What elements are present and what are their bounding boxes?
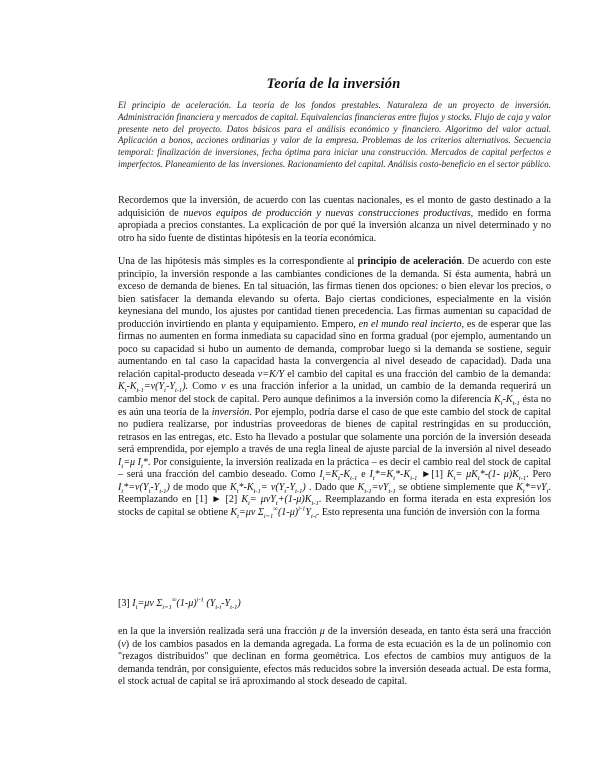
document-title: Teoría de la inversión [266, 76, 401, 92]
conclusion-paragraph: en la que la inversión realizada será una fracción μ de la inversión deseada, en tanto ésta será una fracción (v) de los cambios pasados en la demanda agregada. La forma de esta ecuación es la de un polinomio con "rezagos distribuidos" que declinan en forma geométrica. Los efectos de cambios muy antiguos de la demanda tendrán, por consiguiente, efectos más reducidos sobre la inversión deseada actual. De esta forma, el stock actual de capital se irá aproximando al stock deseado de capital. [118, 626, 551, 688]
investment-function-equation: [3] $I_t=\mu v$ $\Sigma_{i=1}^\infty(1-\mu)^{i-1}$ $(Y_{t-i}-Y_{t-1})$ [118, 596, 241, 612]
abstract-paragraph: El principio de aceleración. La teoría de los fondos prestables. Naturaleza de un proyecto de inversión. Administración financiera y mercados de capital. Equivalencias financieras entre flujos y stocks. Flujo de caja y valor presente neto del proyecto. Datos básicos para el análisis económico y financiero. Algoritmo del valor actual. Aplicación a bonos, acciones ordinarias y valor de la empresa. Problemas de los criterios alternativos. Secuencia temporal: finalización de inversiones, fecha óptima para iniciar una construcción. Mercados de capital perfectos e imperfectos. Planeamiento de las inversiones. Racionamiento del capital. Análisis costo-beneficio en el sector público. [118, 100, 551, 169]
accelerator-principle-term: principio de aceleración [357, 256, 462, 267]
intro-paragraph: Recordemos que la inversión, de acuerdo con las cuentas nacionales, es el monto de gasto destinado a la adquisición de nuevos equipos de producción y nuevas construcciones productivas, medido en forma apropiada a precios constantes. La explicación de por qué la inversión alcanza un nivel determinado y no otro ha sido fuente de distintas hipótesis en la teoría económica. [118, 195, 551, 244]
accelerator-paragraph: Una de las hipótesis más simples es la correspondiente al principio de aceleración. De acuerdo con este principio, la inversión responde a las cambiantes condiciones de la demanda. Si ésta aumenta, habrá un exceso de demanda de bienes. En tal situación, las firmas tienen dos opciones: o bien elevar los precios, o bien satisfacer la demanda elevando su oferta. Bajo ciertas condiciones, especialmente en la visión keynesiana del mundo, los ajustes por cantidad tienen precedencia. Las firmas aumentan su capacidad de producción invirtiendo en planta y equipamiento. Empero, en el mundo real incierto, es de esperar que las firmas no aumenten en forma inmediata su capacidad sino en forma gradual (por ejemplo, aumentando un poco su capacidad si hubo un aumento de demanda, comprobar luego si la demanda se sostiene, seguir aumentando en tal caso la capacidad hasta la convergencia al nivel deseado de capacidad). Dada una relación capital-producto deseada v=K/Y el cambio del capital es una fracción del cambio de la demanda: $K_t-K_{t-1}=v(Y_t-Y_{t-1})$. Como v es una fracción inferior a la unidad, un cambio de la demanda requerirá un cambio menor del stock de capital. Pero aunque definimos a la inversión como la diferencia $K_t-K_{t-1}$ ésta no es aún una teoría de la inversión. Por ejemplo, podría darse el caso de que este cambio del stock de capital no pudiera realizarse, por industrias proveedoras de bienes de capital restringidas en su producción, retrasos en las entregas, etc. Esto ha llevado a postular que solamente una porción de la inversión deseada será emprendida, por ejemplo a través de una regla lineal de ajuste parcial de la inversión al nivel deseado $I_t=\mu$ $I_t*$. Por consiguiente, la inversión realizada en la práctica – es decir el cambio real del stock de capital – será una fracción del cambio deseado. Como $I_t=K_t-K_{t-1}$ e $I_t*=K_t*-K_{t-1}$ ►[1] $K_t= \mu K_t*-(1-$ $\mu)K_{t-1}$. Pero $I_t*=v(Y_t-Y_{t-1})$ de modo que $K_t*-K_{t-1}= v(Y_t-Y_{t-1})$ . Dado que $K_{t-1}=vY_{t-1}$ se obtiene simplemente que $K_t*=vY_t$. Reemplazando en [1] ► [2] $K_t= \mu vY_t+(1-\mu)K_{t-1}$. Reemplazando en forma iterada en esta expresión los stocks de capital se obtiene $K_t=\mu v$ $\Sigma_{i=1}^\infty(1-\mu)^{i-1}Y_{t-i}$. Esto representa una función de inversión con la forma [118, 256, 552, 520]
